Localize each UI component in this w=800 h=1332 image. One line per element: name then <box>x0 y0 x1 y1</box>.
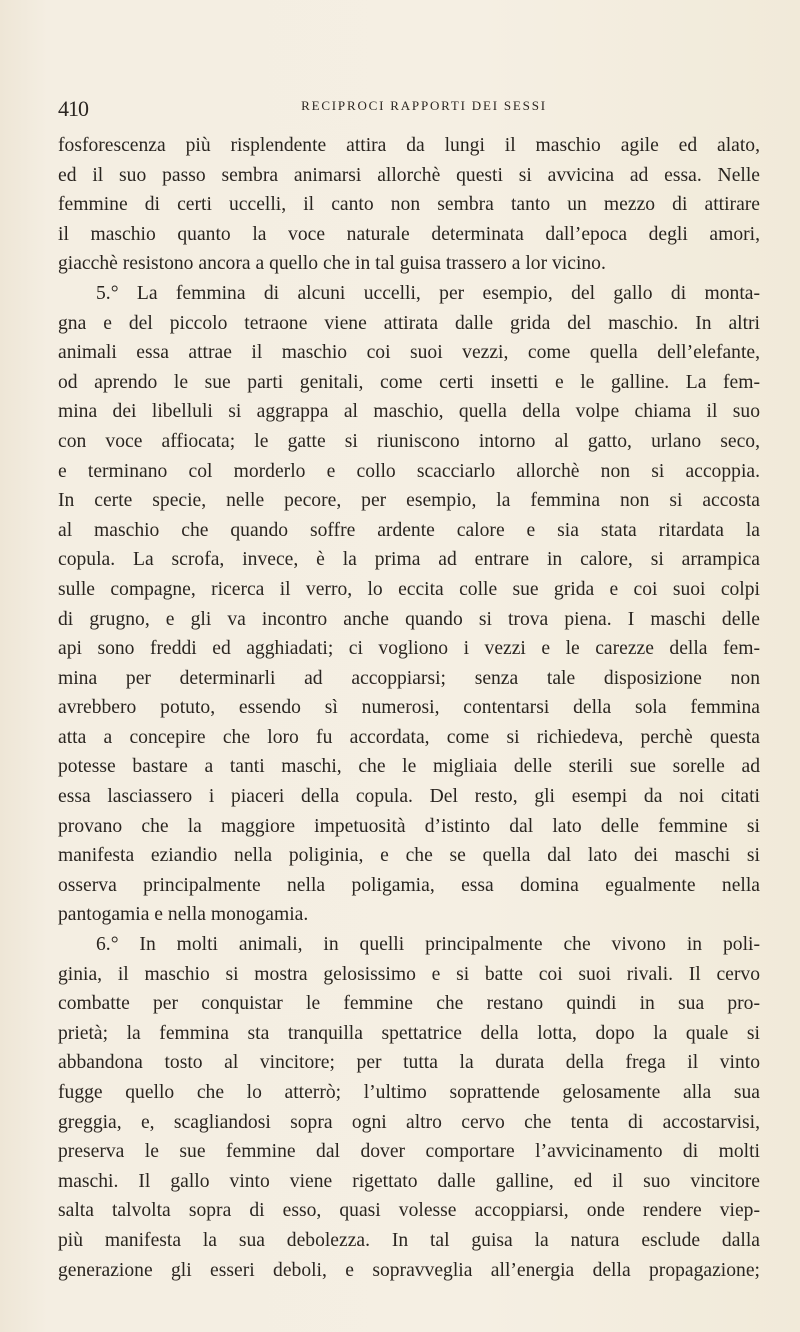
text-line: animali essa attrae il maschio coi suoi vezzi, come quella dell’elefante, <box>58 342 760 364</box>
text-line: potesse bastare a tanti maschi, che le migliaia delle sterili sue sorelle ad <box>58 756 760 778</box>
text-line: essa lasciassero i piaceri della copula. Del resto, gli esempi da noi citati <box>58 786 760 808</box>
text-line: giacchè resistono ancora a quello che in tal guisa trassero a lor vicino. <box>58 253 606 275</box>
text-line: generazione gli esseri deboli, e sopravveglia all’energia della propagazione; <box>58 1259 760 1281</box>
text-line: abbandona tosto al vincitore; per tutta la durata della frega il vinto <box>58 1052 760 1074</box>
text-line: fosforescenza più risplendente attira da lungi il maschio agile ed alato, <box>58 135 760 156</box>
text-line: femmine di certi uccelli, il canto non sembra tanto un mezzo di attirare <box>58 194 760 216</box>
text-line: avrebbero potuto, essendo sì numerosi, contentarsi della sola femmina <box>58 697 760 719</box>
page-number: 410 <box>58 96 88 121</box>
text-line: od aprendo le sue parti genitali, come certi insetti e le galline. La fem- <box>58 371 760 393</box>
page-header <box>58 96 750 122</box>
text-line: al maschio che quando soffre ardente calore e sia stata ritardata la <box>58 519 760 541</box>
text-line: con voce affiocata; le gatte si riuniscono intorno al gatto, urlano seco, <box>58 430 760 452</box>
text-line: ginia, il maschio si mostra gelosissimo e si batte coi suoi rivali. Il cervo <box>58 963 760 985</box>
text-line: 6.° In molti animali, in quelli principalmente che vivono in poli- <box>96 934 760 956</box>
text-line: combatte per conquistar le femmine che restano quindi in sua pro- <box>58 993 760 1015</box>
text-line: il maschio quanto la voce naturale determinata dall’epoca degli amori, <box>58 223 760 245</box>
text-line: copula. La scrofa, invece, è la prima ad entrare in calore, si arrampica <box>58 549 760 571</box>
text-line: ed il suo passo sembra animarsi allorchè questi si avvicina ad essa. Nelle <box>58 164 760 186</box>
body-text <box>58 131 760 1285</box>
text-line: In certe specie, nelle pecore, per esempio, la femmina non si accosta <box>58 490 760 512</box>
text-line: manifesta eziandio nella poliginia, e che se quella dal lato dei maschi si <box>58 845 760 867</box>
text-line: e terminano col morderlo e collo scacciarlo allorchè non si accoppia. <box>58 460 760 482</box>
text-line: salta talvolta sopra di esso, quasi volesse accoppiarsi, onde rendere viep- <box>58 1200 760 1222</box>
text-line: di grugno, e gli va incontro anche quando si trova piena. I maschi delle <box>58 608 760 630</box>
text-line: maschi. Il gallo vinto viene rigettato dalle galline, ed il suo vincitore <box>58 1170 760 1192</box>
text-line: mina per determinarli ad accoppiarsi; senza tale disposizione non <box>58 667 760 689</box>
text-line: preserva le sue femmine dal dover comportare l’avvicinamento di molti <box>58 1141 760 1163</box>
text-line: pantogamia e nella monogamia. <box>58 904 309 926</box>
text-line: 5.° La femmina di alcuni uccelli, per esempio, del gallo di monta- <box>96 282 760 304</box>
text-line: gna e del piccolo tetraone viene attirata dalle grida del maschio. In altri <box>58 312 760 334</box>
text-line: fugge quello che lo atterrò; l’ultimo soprattende gelosamente alla sua <box>58 1082 760 1103</box>
text-line: prietà; la femmina sta tranquilla spettatrice della lotta, dopo la quale si <box>58 1022 760 1044</box>
text-line: provano che la maggiore impetuosità d’istinto dal lato delle femmine si <box>58 815 760 837</box>
text-line: sulle compagne, ricerca il verro, lo eccita colle sue grida e coi suoi colpi <box>58 578 760 600</box>
text-line: greggia, e, scagliandosi sopra ogni altro cervo che tenta di accostarvisi, <box>58 1111 760 1133</box>
running-head: RECIPROCI RAPPORTI DEI SESSI <box>301 98 547 113</box>
text-line: api sono freddi ed agghiadati; ci vogliono i vezzi e le carezze della fem- <box>58 638 760 660</box>
text-line: atta a concepire che loro fu accordata, come si richiedeva, perchè questa <box>58 726 760 748</box>
text-line: mina dei libelluli si aggrappa al maschio, quella della volpe chiama il suo <box>58 401 760 423</box>
text-line: osserva principalmente nella poligamia, essa domina egualmente nella <box>58 874 760 896</box>
text-line: più manifesta la sua debolezza. In tal guisa la natura esclude dalla <box>58 1229 760 1251</box>
